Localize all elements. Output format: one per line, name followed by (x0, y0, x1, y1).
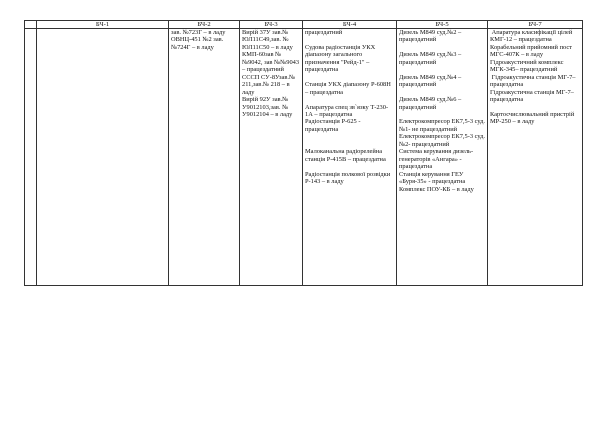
table-header-row (25, 21, 583, 29)
header-cell-bch-7: БЧ-7 (488, 21, 583, 29)
header-cell-index (25, 21, 37, 29)
cell-bch-5 (397, 29, 488, 286)
table-row (25, 29, 583, 286)
cell-index (25, 29, 37, 286)
header-cell-bch-1: БЧ-1 (37, 21, 169, 29)
header-cell-bch-3: БЧ-3 (240, 21, 303, 29)
cell-bch-5-text: Дизель М849 суд.№2 – працездатний Дизель М849 суд.№3 – працездатний Дизель М849 суд.№4 – працездатний Дизель М849 суд.№6 – працездатний Електрокомпресор ЕК7,5-3 суд.№1- не працездатний Електрокомпресор ЕК7,5-3 суд.№2- працездатний Система керування дизель-генераторів «Ангара» - працездатна Станція керування ГЕУ «Буря-35» - працездатна Комплекс ПОУ-КБ – в ладу (399, 29, 486, 193)
cell-bch-7 (488, 29, 583, 286)
cell-bch-3-text: Вирій 37У зав.№ ЮЛ11С49,зав. № ЮЛ11С50 – в ладу КМП-60зав № №9042, зав №№9043 – працездатний СССП СУ-8Узав.№ 211,зав.№ 218 – в ладу Вирій 92У зав.№ У9012103,зав. № У9012104 – в ладу (242, 29, 300, 118)
header-cell-bch-4: БЧ-4 (303, 21, 397, 29)
cell-bch-3 (240, 29, 303, 286)
cell-bch-1 (37, 29, 169, 286)
cell-bch-4-text: працездатний Судова радіостанція УКХ діапазону загального призначення "Рейд-1" – працездатна Станція УКХ діапазону Р-608Н – працездатна Апаратура спец зв`язку Т-230-1А – працездатна Радіостанція Р-625 - працездатна Малоканальна радіорелейна станція Р-415В – працездатна Радіостанція полкової розвідки Р-143 – в ладу (305, 29, 391, 186)
equipment-status-table (24, 20, 583, 286)
header-cell-bch-2: БЧ-2 (169, 21, 240, 29)
cell-bch-2 (169, 29, 240, 286)
cell-bch-4 (303, 29, 397, 286)
cell-bch-2-text: зав. №723Г – в ладу ОВНЦ-451 №2 зав. №724Г – в ладу (171, 29, 226, 51)
header-cell-bch-5: БЧ-5 (397, 21, 488, 29)
cell-bch-7-text: Апаратура класифікації цілей КМГ-12 – працездатна Корабельний прийомний пост МГС-407К – в ладу Гідроакустичний комплекс МГК-345– працездатний Гідроакустична станція МГ-7– працездатна Гідроакустична станція МГ-7– працездатна Картосчислювальний пристрій МР-250 – в ладу (490, 29, 576, 126)
